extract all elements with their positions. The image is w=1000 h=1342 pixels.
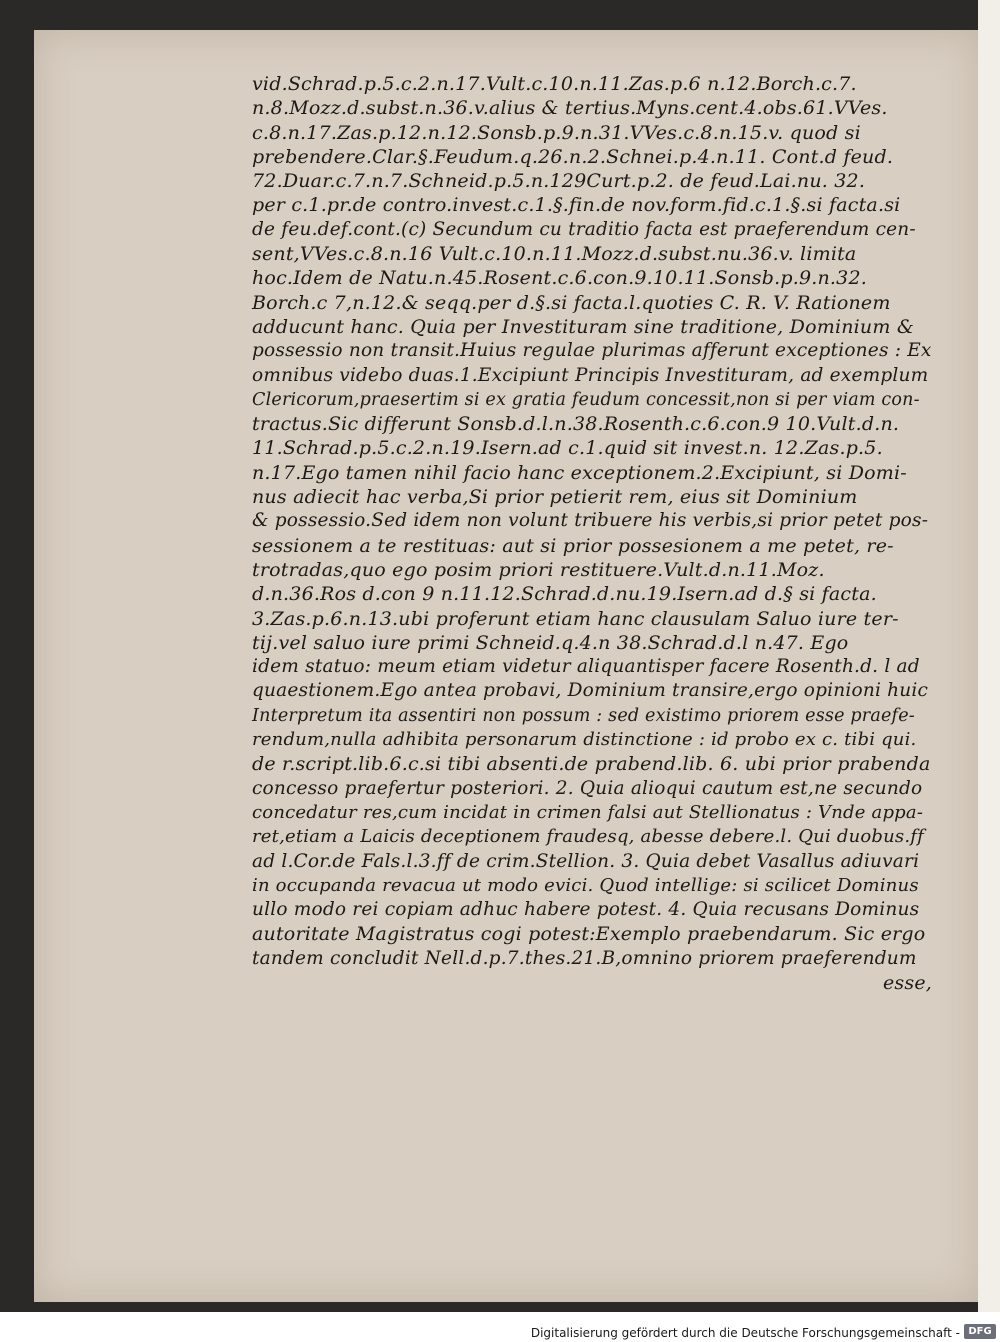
- text-line: sent,VVes.c.8.n.16 Vult.c.10.n.11.Mozz.d.subst.nu.36.v. limita: [252, 243, 857, 266]
- dfg-logo: DFG: [964, 1324, 996, 1339]
- text-line: tandem concludit Nell.d.p.7.thes.21.B,omnino priorem praeferendum: [252, 947, 917, 969]
- scan-edge: [978, 0, 1000, 1312]
- text-line: ad l.Cor.de Fals.l.3.ff de crim.Stellion. 3. Quia debet Vasallus adiuvari: [252, 850, 920, 872]
- text-line: Clericorum,praesertim si ex gratia feudum concessit,non si per viam con-: [252, 389, 920, 410]
- text-line: concedatur res,cum incidat in crimen falsi aut Stellionatus : Vnde appa-: [252, 801, 924, 823]
- text-line: 11.Schrad.p.5.c.2.n.19.Isern.ad c.1.quid sit invest.n. 12.Zas.p.5.: [252, 437, 883, 460]
- text-line: Interpretum ita assentiri non possum : sed existimo priorem esse praefe-: [252, 705, 915, 726]
- text-line: idem statuo: meum etiam videtur aliquantisper facere Rosenth.d. l ad: [252, 656, 920, 678]
- text-line: nus adiecit hac verba,Si prior petierit rem, eius sit Dominium: [252, 486, 858, 509]
- text-line: rendum,nulla adhibita personarum distinctione : id probo ex c. tibi qui.: [252, 729, 917, 751]
- text-line: prebendere.Clar.§.Feudum.q.26.n.2.Schnei.p.4.n.11. Cont.d feud.: [252, 145, 894, 168]
- text-line: per c.1.pr.de contro.invest.c.1.§.fin.de nov.form.fid.c.1.§.si facta.si: [252, 194, 901, 217]
- text-line: n.17.Ego tamen nihil facio hanc exceptionem.2.Excipiunt, si Domi-: [252, 461, 907, 484]
- text-line: n.8.Mozz.d.subst.n.36.v.alius & tertius.Myns.cent.4.obs.61.VVes.: [252, 97, 888, 120]
- text-line: tij.vel saluo iure primi Schneid.q.4.n 38.Schrad.d.l n.47. Ego: [252, 631, 849, 654]
- text-line: trotradas,quo ego posim priori restituere.Vult.d.n.11.Moz.: [252, 558, 825, 581]
- text-line: ret,etiam a Laicis deceptionem fraudesq, abesse debere.l. Qui duobus.ff: [252, 826, 924, 848]
- text-line: concesso praefertur posteriori. 2. Quia alioqui cautum est,ne secundo: [252, 777, 923, 799]
- footer: [0, 1312, 1000, 1342]
- text-line: ullo modo rei copiam adhuc habere potest. 4. Quia recusans Dominus: [252, 899, 920, 921]
- text-line: tractus.Sic differunt Sonsb.d.l.n.38.Rosenth.c.6.con.9 10.Vult.d.n.: [252, 413, 900, 436]
- text-line: omnibus videbo duas.1.Excipiunt Principis Investituram, ad exemplum: [252, 364, 929, 386]
- text-line: vid.Schrad.p.5.c.2.n.17.Vult.c.10.n.11.Zas.p.6 n.12.Borch.c.7.: [252, 73, 857, 95]
- text-line: adducunt hanc. Quia per Investituram sine traditione, Dominium &: [252, 315, 914, 338]
- text-line: d.n.36.Ros d.con 9 n.11.12.Schrad.d.nu.19.Isern.ad d.§ si facta.: [252, 583, 877, 606]
- text-line: Borch.c 7,n.12.& seqq.per d.§.si facta.l.quoties C. R. V. Rationem: [252, 291, 891, 314]
- text-line: esse,: [882, 971, 932, 994]
- text-line: hoc.Idem de Natu.n.45.Rosent.c.6.con.9.10.11.Sonsb.p.9.n.32.: [252, 267, 867, 290]
- text-line: c.8.n.17.Zas.p.12.n.12.Sonsb.p.9.n.31.VVes.c.8.n.15.v. quod si: [252, 121, 861, 144]
- text-line: in occupanda revacua ut modo evici. Quod intellige: si scilicet Dominus: [252, 874, 919, 896]
- digitization-credit: Digitalisierung gefördert durch die Deutsche Forschungsgemeinschaft -: [530, 1326, 960, 1340]
- text-line: sessionem a te restituas: aut si prior possesionem a me petet, re-: [252, 534, 894, 557]
- text-line: 3.Zas.p.6.n.13.ubi proferunt etiam hanc clausulam Saluo iure ter-: [252, 607, 899, 630]
- text-line: de feu.def.cont.(c) Secundum cu traditio facta est praeferendum cen-: [252, 218, 916, 240]
- text-line: possessio non transit.Huius regulae plurimas afferunt exceptiones : Ex: [252, 340, 932, 362]
- text-line: de r.script.lib.6.c.si tibi absenti.de prabend.lib. 6. ubi prior prabenda: [252, 753, 931, 776]
- text-line: quaestionem.Ego antea probavi, Dominium transire,ergo opinioni huic: [252, 680, 929, 702]
- text-line: autoritate Magistratus cogi potest:Exemplo praebendarum. Sic ergo: [252, 923, 926, 946]
- text-line: & possessio.Sed idem non volunt tribuere his verbis,si prior petet pos-: [252, 510, 929, 532]
- text-line: 72.Duar.c.7.n.7.Schneid.p.5.n.129Curt.p.2. de feud.Lai.nu. 32.: [252, 170, 866, 193]
- body-text: [252, 72, 932, 995]
